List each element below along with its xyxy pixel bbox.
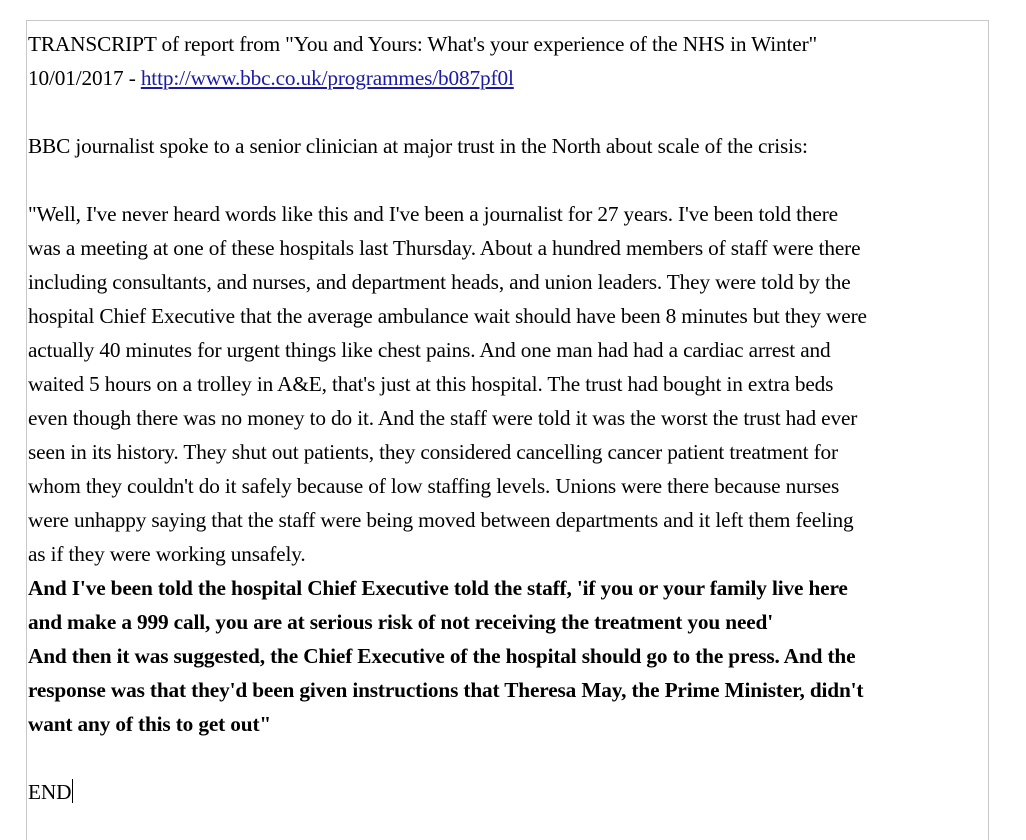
quote-line: "Well, I've never heard words like this and I've been a journalist for 27 years. I've been told there	[28, 202, 838, 226]
text-cursor	[72, 779, 73, 803]
quote-line: even though there was no money to do it. And the staff were told it was the worst the trust had ever	[28, 406, 858, 430]
quote-line: waited 5 hours on a trolley in A&E, that's just at this hospital. The trust had bought in extra beds	[28, 372, 834, 396]
bold-quote-line: response was that they'd been given instructions that Theresa May, the Prime Minister, didn't	[28, 678, 864, 702]
date-text: 10/01/2017 -	[28, 66, 141, 90]
bold-quote-line: And I've been told the hospital Chief Executive told the staff, 'if you or your family live here	[28, 576, 848, 600]
quote-line: actually 40 minutes for urgent things like chest pains. And one man had had a cardiac arrest and	[28, 338, 831, 362]
document-body[interactable]	[28, 27, 993, 809]
quote-line: including consultants, and nurses, and department heads, and union leaders. They were told by the	[28, 270, 851, 294]
date-line	[28, 61, 993, 95]
source-link[interactable]: http://www.bbc.co.uk/programmes/b087pf0l	[140, 66, 514, 90]
quote-line: were unhappy saying that the staff were being moved between departments and it left them feeling	[28, 508, 854, 532]
bold-quote-line: And then it was suggested, the Chief Executive of the hospital should go to the press. And the	[28, 644, 856, 668]
blank-line	[28, 741, 993, 775]
end-text: END	[28, 780, 72, 804]
end-line	[28, 775, 993, 809]
bold-quote-line: and make a 999 call, you are at serious risk of not receiving the treatment you need'	[28, 610, 774, 634]
blank-line	[28, 163, 993, 197]
intro-paragraph: BBC journalist spoke to a senior clinician at major trust in the North about scale of the crisis:	[28, 134, 808, 158]
quote-line: hospital Chief Executive that the average ambulance wait should have been 8 minutes but they were	[28, 304, 867, 328]
bold-quote-line: want any of this to get out"	[28, 712, 272, 736]
quote-line: whom they couldn't do it safely because of low staffing levels. Unions were there because nurses	[28, 474, 840, 498]
quote-line: as if they were working unsafely.	[28, 542, 306, 566]
quote-line: was a meeting at one of these hospitals last Thursday. About a hundred members of staff were there	[28, 236, 861, 260]
blank-line	[28, 95, 993, 129]
transcript-title: TRANSCRIPT of report from "You and Yours: What's your experience of the NHS in Winter"	[28, 32, 818, 56]
quote-line: seen in its history. They shut out patients, they considered cancelling cancer patient treatment for	[28, 440, 838, 464]
